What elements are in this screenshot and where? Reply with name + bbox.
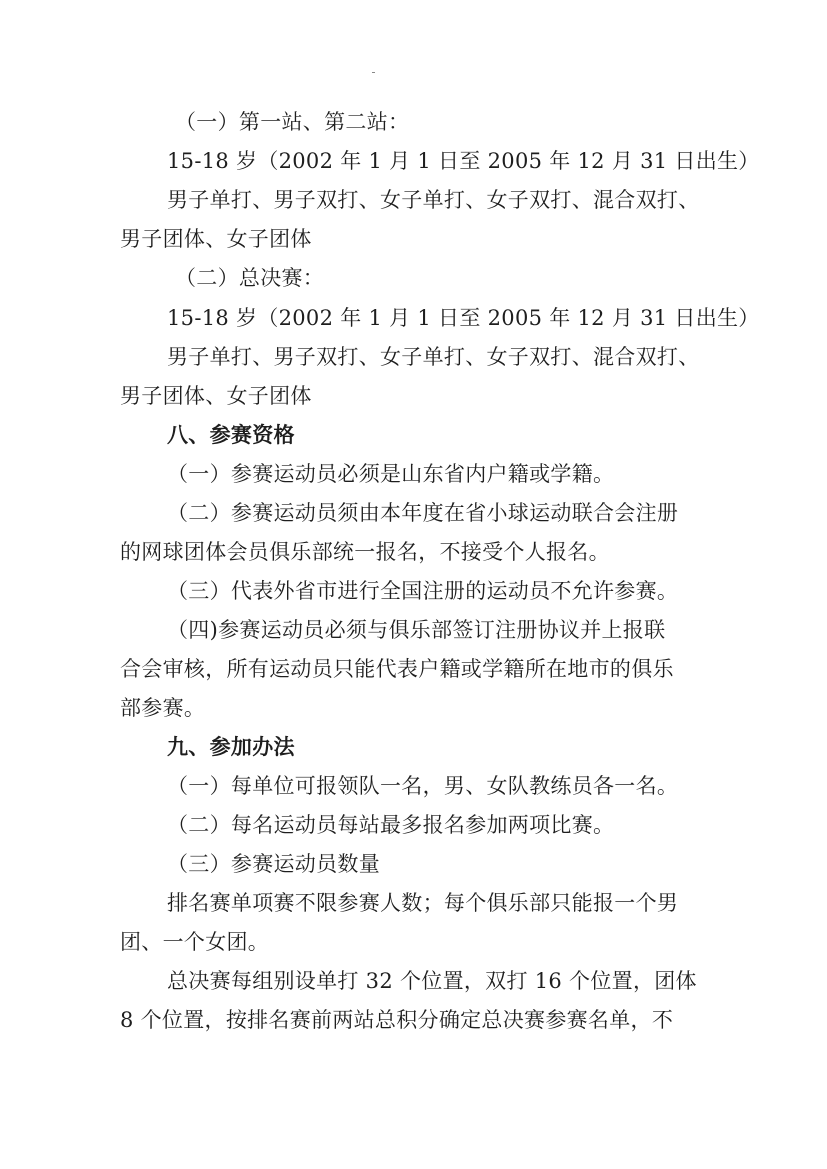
paragraph: 总决赛每组别设单打 32 个位置，双打 16 个位置，团体: [167, 969, 697, 993]
section-heading: 八、参赛资格: [167, 423, 295, 447]
subsection-title: （二）总决赛：: [175, 266, 325, 290]
clause-continued: 的网球团体会员俱乐部统一报名，不接受个人报名。: [120, 540, 610, 564]
clause: （二）每名运动员每站最多报名参加两项比赛。: [167, 813, 615, 837]
paragraph-continued: 团、一个女团。: [120, 930, 270, 954]
section-heading: 九、参加办法: [167, 735, 295, 759]
clause-continued: 部参赛。: [120, 696, 206, 720]
subsection-title: （一）第一站、第二站：: [175, 110, 410, 134]
clause: （三）参赛运动员数量: [167, 852, 380, 876]
clause: （四)参赛运动员必须与俱乐部签订注册协议并上报联: [167, 618, 666, 642]
clause: （三）代表外省市进行全国注册的运动员不允许参赛。: [167, 579, 679, 603]
paragraph-continued: 8 个位置，按排名赛前两站总积分确定总决赛参赛名单，不: [120, 1008, 674, 1032]
clause: （二）参赛运动员须由本年度在省小球运动联合会注册: [167, 501, 679, 525]
scan-mark: [372, 72, 375, 73]
event-list: 男子单打、男子双打、女子单打、女子双打、混合双打、: [167, 345, 700, 369]
clause: （一）每单位可报领队一名，男、女队教练员各一名。: [167, 774, 679, 798]
clause: （一）参赛运动员必须是山东省内户籍或学籍。: [167, 462, 615, 486]
age-range: 15-18 岁（2002 年 1 月 1 日至 2005 年 12 月 31 日出生）: [167, 306, 760, 330]
event-list-continued: 男子团体、女子团体: [120, 384, 312, 408]
event-list-continued: 男子团体、女子团体: [120, 227, 312, 251]
paragraph: 排名赛单项赛不限参赛人数；每个俱乐部只能报一个男: [167, 891, 679, 915]
clause-continued: 合会审核，所有运动员只能代表户籍或学籍所在地市的俱乐: [120, 657, 674, 681]
event-list: 男子单打、男子双打、女子单打、女子双打、混合双打、: [167, 188, 700, 212]
age-range: 15-18 岁（2002 年 1 月 1 日至 2005 年 12 月 31 日出生）: [167, 149, 760, 173]
